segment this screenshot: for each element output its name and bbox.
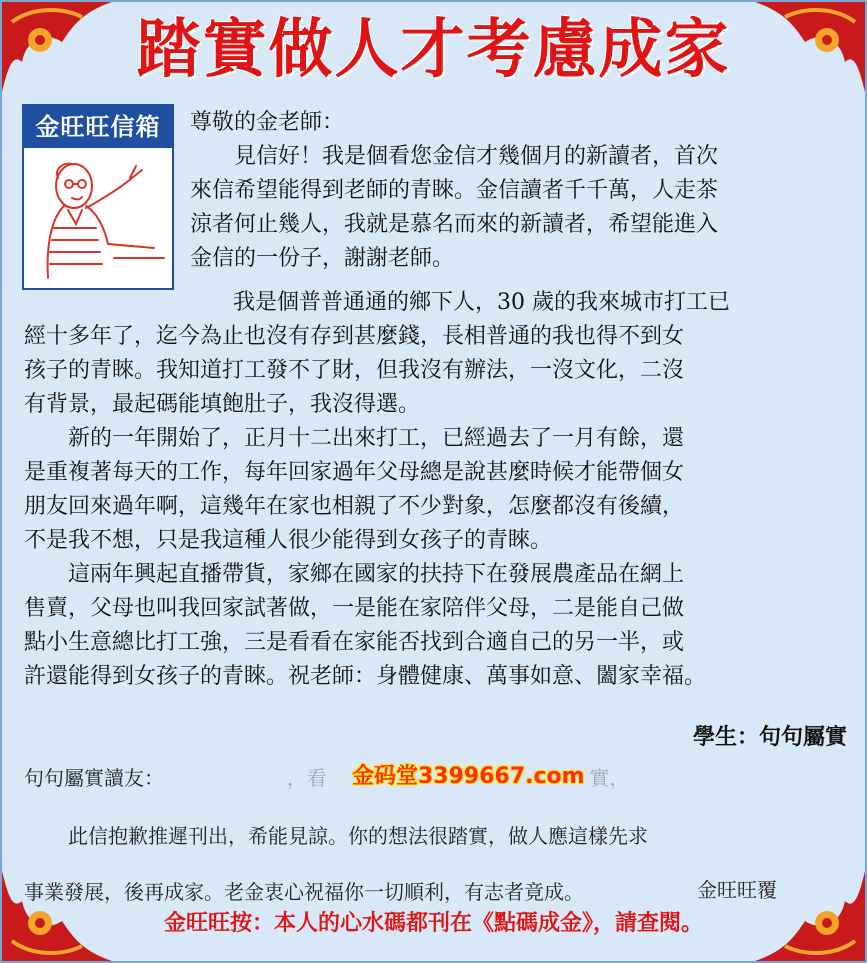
letter-line: 點小生意總比打工強，三是看看在家能否找到合適自己的另一半，或 bbox=[24, 630, 685, 655]
letter-body bbox=[24, 286, 850, 694]
professor-illustration-icon bbox=[24, 148, 172, 288]
letter-line: 金信的一份子，謝謝老師。 bbox=[190, 246, 455, 271]
letter-line: 經十多年了，迄今為止也沒有存到甚麼錢，長相普通的我也得不到女 bbox=[24, 324, 685, 349]
letter-line: 新的一年開始了，正月十二出來打工，已經過去了一月有餘，還 bbox=[68, 426, 685, 451]
letter-signature: 學生：句句屬實 bbox=[692, 724, 847, 750]
letter-salutation: 尊敬的金老師： bbox=[190, 110, 345, 135]
reply-greeting-trail: ，看 bbox=[286, 766, 327, 790]
letter-line: 不是我不想，只是我這種人很少能得到女孩子的青睞。 bbox=[24, 528, 553, 553]
reply-line: 此信抱歉推遲刊出，希能見諒。你的想法很踏實，做人應這樣先求 bbox=[68, 824, 648, 848]
letter-line: 有背景，最起碼能填飽肚子，我沒得選。 bbox=[24, 392, 421, 417]
letter-line: 來信希望能得到老師的青睞。金信讀者千千萬，人走茶 bbox=[190, 178, 719, 203]
letter-line: 見信好！我是個看您金信才幾個月的新讀者，首次 bbox=[234, 144, 719, 169]
reply-line: 事業發展，後再成家。老金衷心祝福你一切順利，有志者竟成。 bbox=[24, 880, 584, 904]
corner-ornament-top-left-icon bbox=[2, 2, 112, 92]
reply-signature: 金旺旺覆 bbox=[697, 878, 777, 902]
letter-line: 朋友回來過年啊，這幾年在家也相親了不少對象，怎麼都沒有後續， bbox=[24, 494, 685, 519]
letter-line: 售賣，父母也叫我回家試著做，一是能在家陪伴父母，二是能自己做 bbox=[24, 596, 685, 621]
letter-line: 孩子的青睞。我知道打工發不了財，但我沒有辦法，一沒文化，二沒 bbox=[24, 358, 685, 383]
reply-greeting-text: 句句屬實讀友： bbox=[24, 766, 164, 790]
corner-ornament-top-right-icon bbox=[755, 2, 865, 92]
letter-line: 這兩年興起直播帶貨，家鄉在國家的扶持下在發展農產品在網上 bbox=[68, 562, 685, 587]
letter-line: 是重複著每天的工作，每年回家過年父母總是說甚麼時候才能帶個女 bbox=[24, 460, 685, 485]
letter-line: 我是個普普通通的鄉下人，30 歲的我來城市打工已 bbox=[233, 290, 730, 315]
footer-note: 金旺旺按：本人的心水碼都刊在《點碼成金》，請查閱。 bbox=[163, 911, 703, 936]
column-tag: 金旺旺信箱 bbox=[24, 106, 172, 148]
column-logo-box bbox=[22, 104, 174, 290]
watermark-text: 金码堂3399667.com bbox=[352, 764, 585, 789]
letter-line: 涼者何止幾人，我就是慕名而來的新讀者，希望能進入 bbox=[190, 212, 719, 237]
letter-intro bbox=[190, 106, 850, 276]
letter-line: 許還能得到女孩子的青睞。祝老師：身體健康、萬事如意、闔家幸福。 bbox=[24, 664, 707, 689]
headline: 踏實做人才考慮成家 bbox=[136, 13, 731, 87]
reply-greeting-tail: 實， bbox=[589, 766, 630, 790]
